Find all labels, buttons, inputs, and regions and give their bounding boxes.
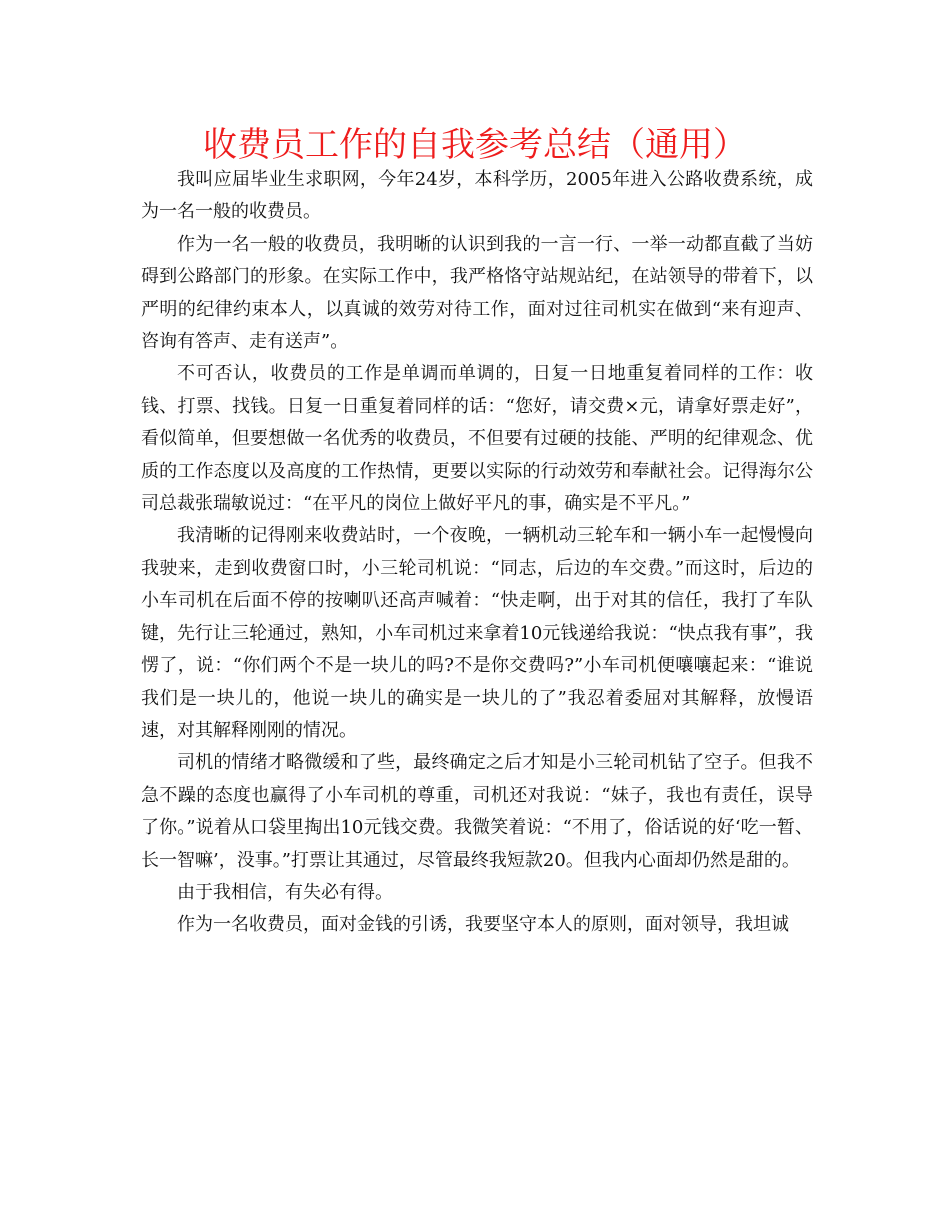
paragraph: 不可否认，收费员的工作是单调而单调的，日复一日地重复着同样的工作：收钱、打票、找钱。日复一日重复着同样的话：“您好，请交费×元，请拿好票走好”，看似简单，但要想做一名优秀的收费员，不但要有过硬的技能、严明的纪律观念、优质的工作态度以及高度的工作热情，更要以实际的行动效劳和奉献社会。记得海尔公司总裁张瑞敏说过：“在平凡的岗位上做好平凡的事，确实是不平凡。” xyxy=(141,363,813,515)
paragraph: 由于我相信，有失必有得。 xyxy=(177,881,393,903)
paragraph: 作为一名收费员，面对金钱的引诱，我要坚守本人的原则，面对领导，我坦诚 xyxy=(177,914,789,936)
paragraph: 作为一名一般的收费员，我明晰的认识到我的一言一行、一举一动都直截了当妨碍到公路部门的形象。在实际工作中，我严格恪守站规站纪，在站领导的带着下，以严明的纪律约束本人，以真诚的效劳对待工作，面对过往司机实在做到“来有迎声、咨询有答声、走有送声”。 xyxy=(141,233,813,353)
document-body xyxy=(141,164,813,942)
paragraph: 司机的情绪才略微缓和了些，最终确定之后才知是小三轮司机钻了空子。但我不急不躁的态度也赢得了小车司机的尊重，司机还对我说：“妹子，我也有责任，误导了你。”说着从口袋里掏出10元钱交费。我微笑着说：“不用了，俗话说的好‘吃一暂、长一智嘛’，没事。”打票让其通过，尽管最终我短款20。但我内心面却仍然是甜的。 xyxy=(141,752,813,871)
paragraph: 我清晰的记得刚来收费站时，一个夜晚，一辆机动三轮车和一辆小车一起慢慢向我驶来，走到收费窗口时，小三轮司机说：“同志，后边的车交费。”而这时，后边的小车司机在后面不停的按喇叭还高声喊着：“快走啊，出于对其的信任，我打了车队键，先行让三轮通过，熟知，小车司机过来拿着10元钱递给我说：“快点我有事”，我愣了，说：“你们两个不是一块儿的吗?不是你交费吗?”小车司机便嚷嚷起来：“谁说我们是一块儿的，他说一块儿的确实是一块儿的了”我忍着委屈对其解释，放慢语速，对其解释刚刚的情况。 xyxy=(141,525,813,741)
document-title: 收费员工作的自我参考总结（通用） xyxy=(203,125,747,165)
paragraph: 我叫应届毕业生求职网，今年24岁，本科学历，2005年进入公路收费系统，成为一名一般的收费员。 xyxy=(141,169,813,223)
